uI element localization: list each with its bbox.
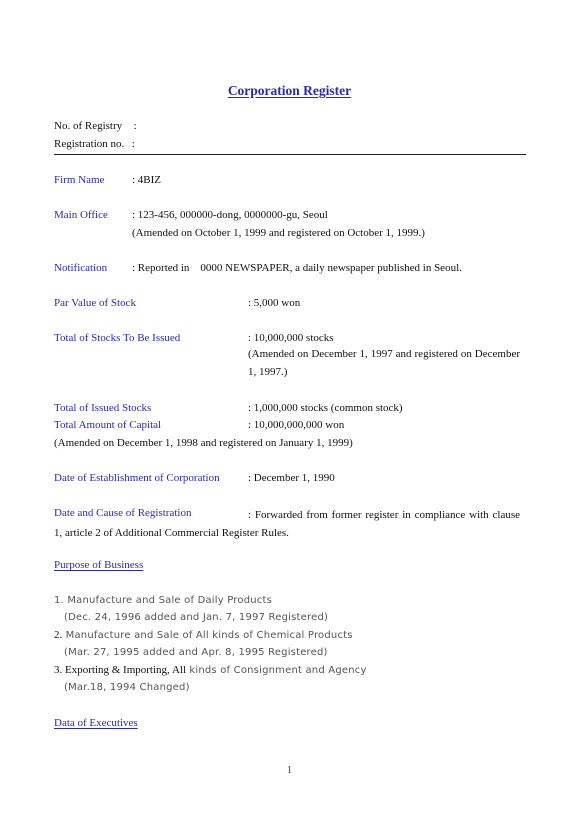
registry-separator: : <box>133 120 137 132</box>
purpose-heading: Purpose of Business <box>54 559 144 571</box>
establishment-value: : December 1, 1990 <box>248 472 335 484</box>
purpose-item-1-text: 1. Manufacture and Sale of Daily Products <box>54 595 273 606</box>
purpose-item-2-note: (Mar. 27, 1995 added and Apr. 8, 1995 Registered) <box>64 647 328 658</box>
main-office-value: : 123-456, 000000-dong, 0000000-gu, Seoul <box>132 209 328 221</box>
capital-label: Total Amount of Capital <box>54 419 162 431</box>
registration-label: Registration no. <box>54 138 125 150</box>
notification-label: Notification <box>54 262 108 274</box>
par-value-value: : 5,000 won <box>248 297 301 309</box>
purpose-item-3-prefix: 3. Exporting & Importing, All <box>54 664 186 676</box>
purpose-item-2-text: Manufacture and Sale of All kinds of Chemical Products <box>62 630 353 641</box>
issued-stocks-label: Total of Issued Stocks <box>54 402 152 414</box>
registration-separator: : <box>131 138 135 150</box>
capital-note: (Amended on December 1, 1998 and registered on January 1, 1999) <box>54 437 353 449</box>
purpose-item-1 <box>54 595 272 606</box>
main-office-label: Main Office <box>54 209 108 221</box>
purpose-item-2-number: 2. <box>54 629 63 641</box>
purpose-item-3-text: kinds of Consignment and Agency <box>186 665 367 676</box>
registry-label: No. of Registry <box>54 120 123 132</box>
page-number: 1 <box>287 765 292 776</box>
capital-value: : 10,000,000,000 won <box>248 419 345 431</box>
total-stocks-value: : 10,000,000 stocks <box>248 332 334 344</box>
executives-heading: Data of Executives <box>54 717 138 729</box>
registration-cause-value: : Forwarded from former register in compliance with clause 1, article 2 of Additional Commercial Register Rules. <box>54 509 520 539</box>
firm-name-value: : 4BIZ <box>132 174 162 186</box>
total-stocks-label: Total of Stocks To Be Issued <box>54 332 181 344</box>
registration-cause-label: Date and Cause of Registration <box>54 507 192 519</box>
total-stocks-note: (Amended on December 1, 1997 and registered on December 1, 1997.) <box>248 348 520 378</box>
registry-line <box>54 120 137 132</box>
registration-line <box>54 138 135 150</box>
main-office-note: (Amended on October 1, 1999 and registered on October 1, 1999.) <box>132 227 425 239</box>
purpose-item-3 <box>54 664 367 676</box>
header-divider <box>54 154 526 155</box>
purpose-item-3-note: (Mar.18, 1994 Changed) <box>64 682 190 693</box>
page-title: Corporation Register <box>227 83 352 98</box>
issued-stocks-value: : 1,000,000 stocks (common stock) <box>248 402 403 414</box>
establishment-label: Date of Establishment of Corporation <box>54 472 220 484</box>
par-value-label: Par Value of Stock <box>54 297 136 309</box>
notification-value: : Reported in 0000 NEWSPAPER, a daily newspaper published in Seoul. <box>132 262 462 274</box>
purpose-item-2 <box>54 629 353 641</box>
purpose-item-1-note: (Dec. 24, 1996 added and Jan. 7, 1997 Registered) <box>64 612 329 623</box>
firm-name-label: Firm Name <box>54 174 105 186</box>
